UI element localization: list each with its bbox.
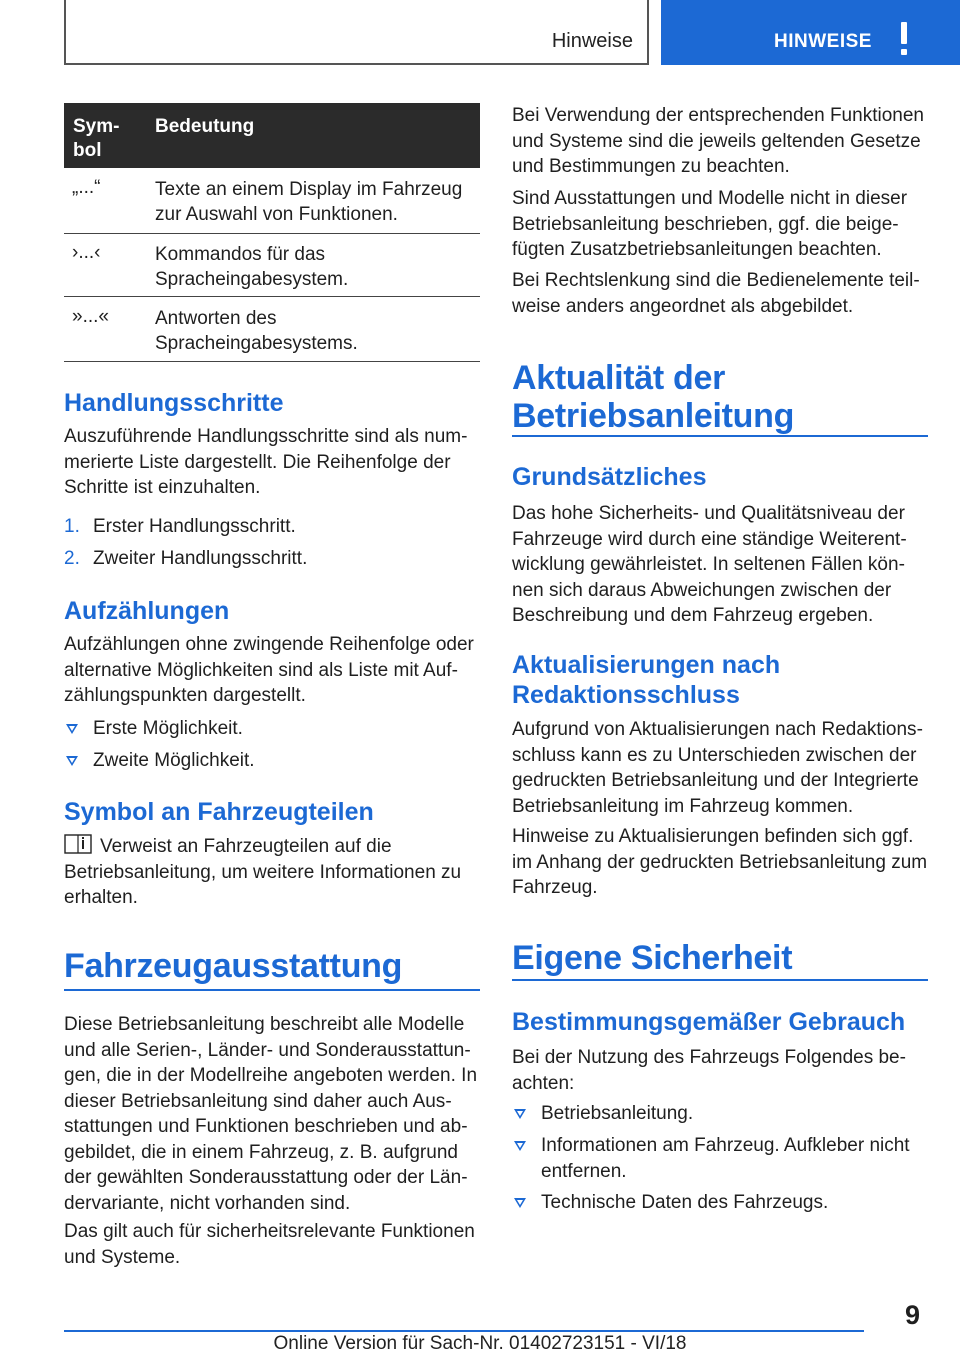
aufz-text: Aufzählungen ohne zwingende Reihenfolge oder alternative Möglichkeiten sind als Liste mit Aufzählungspunkten dargestellt. xyxy=(64,634,474,706)
heading-symbol-fahrzeugteile: Symbol an Fahrzeugteilen xyxy=(64,798,374,826)
heading-aktualitaet: Aktualität der Betriebsanleitung xyxy=(512,359,795,435)
heading-aufzaehlungen: Aufzählungen xyxy=(64,597,230,625)
step-text: Zweiter Handlungsschritt. xyxy=(93,548,308,569)
table-cell-symbol: ›...‹ xyxy=(72,242,101,263)
step-number: 2. xyxy=(64,548,80,569)
header-section-title: Hinweise xyxy=(551,30,633,52)
right-paragraph-2: Sind Ausstattungen und Modelle nicht in dieser Betriebsanleitung beschrieben, ggf. die beigefügten Zusatzbetriebsanleitungen beachten. xyxy=(512,188,908,260)
table-cell-meaning: Antworten des Spracheingabesystems. xyxy=(155,308,358,354)
heading-bestimmungsgemaess: Bestimmungsgemäßer Gebrauch xyxy=(512,1008,906,1036)
table-cell-meaning: Texte an einem Display im Fahrzeug zur Auswahl von Funktionen. xyxy=(155,179,463,225)
aktualisierungen-text-1: Aufgrund von Aktualisierungen nach Redaktionsschluss kann es zu Unterschieden zwischen der gedruckten Betriebsanleitung und der Integrierte Betriebsanleitung im Fahrzeug kommen. xyxy=(512,719,923,817)
aktualisierungen-text-2: Hinweise zu Aktualisierungen befinden sich ggf. im Anhang der gedruckten Betriebsanleitung zum Fahrzeug. xyxy=(512,826,928,898)
table-cell-symbol: »...« xyxy=(72,306,109,327)
triangle-bullet-icon xyxy=(66,724,78,734)
table-cell-meaning: Kommandos für das Spracheingabesystem. xyxy=(155,244,349,290)
table-header-symbol xyxy=(73,115,119,163)
table-header-symbol-line: bol xyxy=(73,140,102,161)
triangle-bullet-icon xyxy=(514,1109,526,1119)
page-number: 9 xyxy=(905,1300,921,1330)
heading-eigene-sicherheit: Eigene Sicherheit xyxy=(512,939,793,977)
table-header-symbol-line: Sym- xyxy=(73,116,120,137)
list-item-text: Erste Möglichkeit. xyxy=(93,718,243,739)
table-row xyxy=(64,168,480,234)
table-header-meaning: Bedeutung xyxy=(155,116,255,137)
header-badge xyxy=(661,0,960,65)
list-item-text: Betriebsanleitung. xyxy=(541,1103,694,1124)
footer-rule xyxy=(64,1330,864,1332)
heading-grundsaetzliches: Grundsätzliches xyxy=(512,463,707,491)
triangle-bullet-icon xyxy=(66,756,78,766)
list-item-text: Zweite Möglichkeit. xyxy=(93,750,255,771)
header-badge-label: HINWEISE xyxy=(774,31,872,52)
grundsaetzliches-text: Das hohe Sicherheits- und Qualitätsniveau der Fahrzeuge wird durch eine ständige Weiterentwicklung gewährleistet. In seltenen Fällen können sich daraus Abweichungen zwischen der Beschreibung und dem Fahrzeug ergeben. xyxy=(512,503,907,626)
right-paragraph-1: Bei Verwendung der entsprechenden Funktionen und Systeme sind die jeweils geltenden Gesetze und Bestimmungen zu beachten. xyxy=(512,105,924,177)
table-header xyxy=(64,103,480,168)
symbol-table xyxy=(64,103,480,362)
table-row xyxy=(64,234,480,297)
triangle-bullet-icon xyxy=(514,1198,526,1208)
heading-aktualisierungen: Aktualisierungen nach Redaktionsschluss xyxy=(512,651,781,709)
heading-rule xyxy=(64,989,480,991)
ausstattung-paragraph-1: Diese Betriebsanleitung beschreibt alle Modelle und alle Serien-, Länder- und Sonderausstattungen, die in der Modellreihe angeboten werden. In dieser Betriebsanleitung sind daher auch Ausstattungen und Funktionen beschrieben und abgebildet, die in einem Fahrzeug, z. B. aufgrund der gewählten Sonderausstattung oder der Ländervariante, nicht vorhanden sind. xyxy=(64,1014,478,1214)
step-text: Erster Handlungsschritt. xyxy=(93,516,296,537)
symbol-text: Verweist an Fahrzeugteilen auf die Betriebsanleitung, um weitere Informationen zu erhalten. xyxy=(64,836,462,908)
heading-rule xyxy=(512,435,928,437)
sicherheit-text: Bei der Nutzung des Fahrzeugs Folgendes beachten: xyxy=(512,1047,906,1094)
list-item-text: Technische Daten des Fahrzeugs. xyxy=(541,1192,829,1213)
exclamation-icon xyxy=(899,22,909,58)
header-section-box xyxy=(64,0,649,65)
heading-fahrzeugausstattung: Fahrzeugausstattung xyxy=(64,947,403,985)
footer-text: Online Version für Sach-Nr. 01402723151 - VI/18 xyxy=(273,1333,687,1354)
handlung-text: Auszuführende Handlungsschritte sind als nummerierte Liste dargestellt. Die Reihenfolge der Schritte ist einzuhalten. xyxy=(64,426,468,498)
table-row xyxy=(64,297,480,362)
heading-handlungsschritte: Handlungsschritte xyxy=(64,389,284,417)
ausstattung-paragraph-2: Das gilt auch für sicherheitsrelevante Funktionen und Systeme. xyxy=(64,1221,475,1268)
right-paragraph-3: Bei Rechtslenkung sind die Bedienelemente teilweise anders angeordnet als abgebildet. xyxy=(512,270,920,317)
list-item-text: Informationen am Fahrzeug. Aufkleber nicht entfernen. xyxy=(541,1135,910,1182)
heading-rule xyxy=(512,979,928,981)
table-cell-symbol: „...“ xyxy=(72,177,101,198)
triangle-bullet-icon xyxy=(514,1141,526,1151)
step-number: 1. xyxy=(64,516,80,537)
